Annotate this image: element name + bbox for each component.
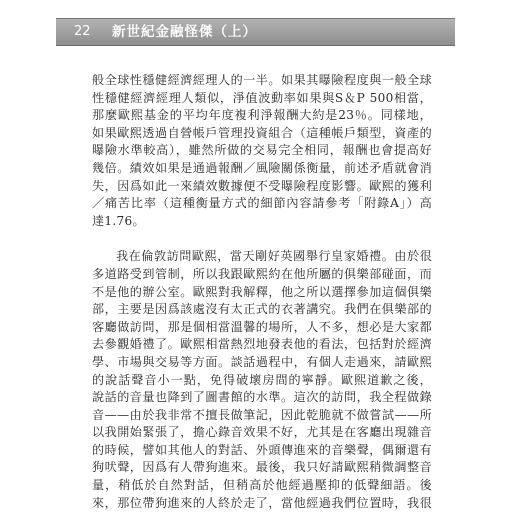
- text-line: 音——由於我非常不擅長做筆記，因此乾脆就不做嘗試——所: [92, 407, 432, 422]
- running-header: [56, 18, 455, 46]
- paragraph-2: [92, 248, 432, 512]
- text-line: 幾倍。績效如果是通過報酬／風險關係衡量，前述矛盾就會消: [92, 160, 432, 175]
- text-line: 曝險水準較高），雖然所做的交易完全相同，報酬也會提高好: [92, 143, 432, 158]
- text-line: 失，因爲如此一來績效數據便不受曝險程度影響。歐熙的獲利: [92, 178, 432, 193]
- page-body: [92, 72, 432, 512]
- paragraph-gap: [92, 230, 432, 248]
- book-title: 新世紀金融怪傑（上）: [112, 24, 257, 40]
- text-line: 學、市場與交易等方面。談話過程中，有個人走過來，請歐熙: [92, 354, 432, 369]
- text-line: 部，主要是因爲該處沒有太正式的衣著講究。我們在俱樂部的: [92, 302, 432, 317]
- text-line: 狗吠聲，因爲有人帶狗進來。最後，我只好請歐熙稍微調整音: [92, 460, 432, 475]
- text-line: 不是他的辦公室。歐熙對我解釋，他之所以選擇參加這個俱樂: [92, 284, 432, 299]
- text-line: 客廳做訪問，那是個相當溫馨的場所，人不多，想必是大家都: [92, 319, 432, 334]
- text-line: 的時候，譬如其他人的對話、外頭傳進來的音樂聲，偶爾還有: [92, 442, 432, 457]
- paragraph-1: [92, 72, 432, 230]
- text-line: 以我開始緊張了，擔心錄音效果不好，尤其是在客廳出現雜音: [92, 425, 432, 440]
- text-line: 量，稍低於自然對話，但稍高於他經過壓抑的低聲細語。後: [92, 478, 432, 493]
- text-line: 去參觀婚禮了。歐熙相當熱烈地發表他的看法，包括對於經濟: [92, 337, 432, 352]
- text-line: 如果歐熙透過自營帳戶管理投資組合（這種帳戶類型，資產的: [92, 125, 432, 140]
- text-line: 達1.76。: [92, 213, 145, 228]
- text-line: ／痛苦比率（這種衡量方式的細節內容請參考「附錄A」）高: [92, 196, 432, 211]
- text-line: 我在倫敦訪問歐熙，當天剛好英國舉行皇家婚禮。由於很: [116, 249, 432, 264]
- text-line: 多道路受到管制，所以我跟歐熙約在他所屬的俱樂部碰面，而: [92, 266, 432, 281]
- text-line: 般全球性穩健經濟經理人的一半。如果其曝險程度與一般全球: [92, 73, 432, 87]
- text-line: 性穩健經濟經理人類似，淨值波動率如果與S＆P 500相當，: [92, 90, 432, 105]
- page-number: 22: [74, 24, 91, 39]
- text-line: 來，那位帶狗進來的人終於走了，當他經過我們位置時，我很: [92, 495, 432, 510]
- text-line: 那麼歐熙基金的平均年度複利淨報酬大約是23％。同樣地，: [92, 108, 432, 123]
- text-line: 的說話聲音小一點，免得破壞房間的寧靜。歐熙道歉之後，: [92, 372, 432, 387]
- text-line: 說話的音量也降到了圖書館的水準。這次的訪問，我全程做錄: [92, 390, 432, 405]
